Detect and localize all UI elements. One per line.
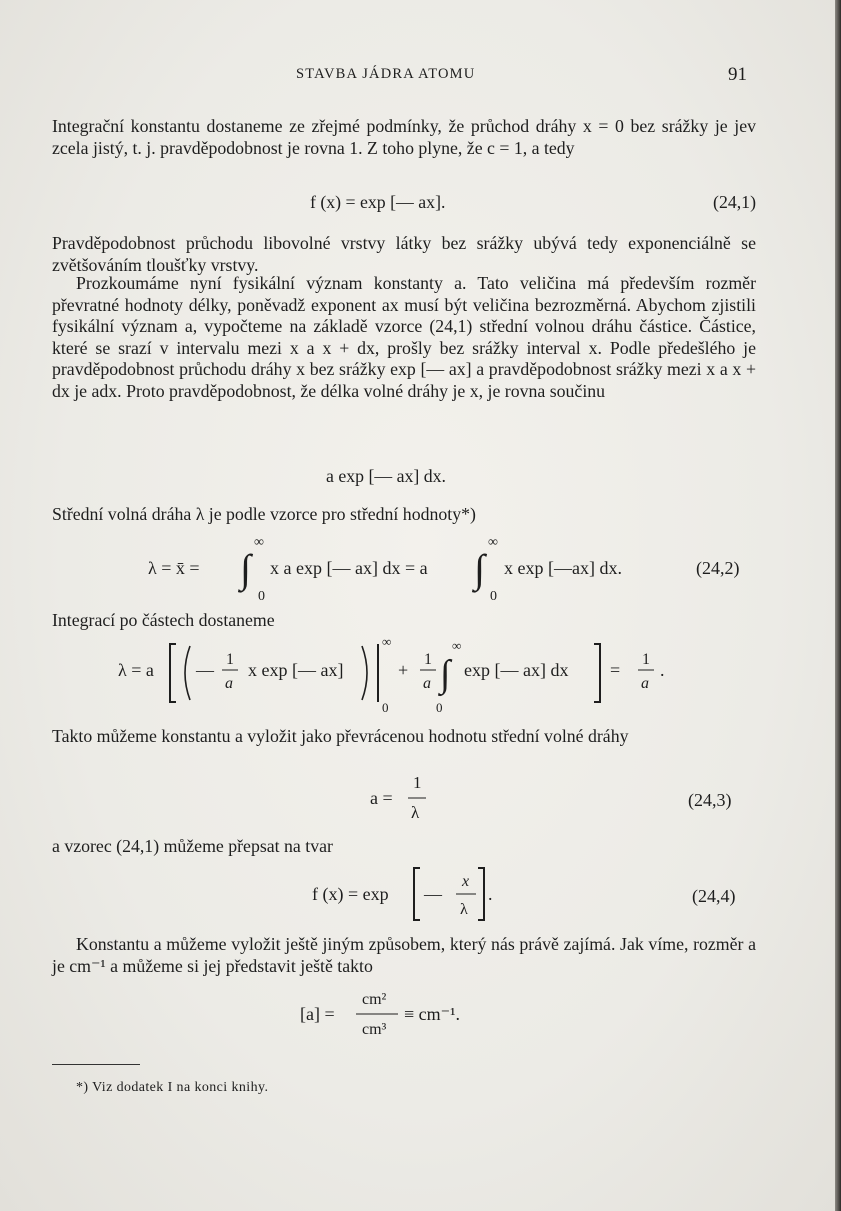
lower-limit: 0 [382, 700, 389, 715]
equation-24-2 [0, 530, 841, 610]
paragraph-other-interpretation: Konstantu a můžeme vyložit ještě jiným způsobem, který nás právě zajímá. Jak víme, rozměr a je cm⁻¹ a můžeme si jej představit ještě takto [52, 934, 756, 976]
equation-24-1 [52, 184, 756, 224]
fraction-denominator: λ [460, 901, 468, 918]
equation-dimension [0, 986, 841, 1042]
fraction-numerator: x [462, 873, 470, 890]
equation-24-4 [0, 862, 841, 926]
equation-lhs: λ = x̄ = [148, 558, 200, 578]
right-bracket [478, 868, 484, 920]
page-header [0, 66, 841, 86]
paragraph-constant-interpretation: Takto můžeme konstantu a vyložit jako převrácenou hodnotu střední volné dráhy [52, 726, 629, 746]
equation-formula: a exp [— ax] dx. [326, 466, 446, 486]
integrand-1: x a exp [— ax] dx = a [270, 558, 428, 578]
fraction-denominator: cm³ [362, 1021, 387, 1038]
equation-lhs: λ = a [118, 660, 154, 680]
left-bracket [170, 644, 176, 702]
fraction-denominator: a [641, 675, 649, 692]
paragraph-mean-free-path: Střední volná dráha λ je podle vzorce pro střední hodnoty*) [52, 504, 476, 524]
running-head: STAVBA JÁDRA ATOMU [296, 66, 476, 82]
paragraph-physical-meaning: Prozkoumáme nyní fysikální význam konstanty a. Tato veličina má především rozměr převratné hodnoty délky, poněvadž exponent ax musí být veličina bezrozměrná. Abychom zjistili fysikální význam a, vypočteme na základě vzorce (24,1) střední volnou dráhu částice. Částice, které se srazí v intervalu mezi x a x + dx, prošly bez srážky interval x. Podle předešlého je pravděpodobnost průchodu dráhy x bez srážky exp [— ax] a pravděpodobnost srážky mezi x a x + dx je adx. Proto pravděpodobnost, že délka volné dráhy je x, je rovna součinu [52, 273, 756, 401]
integrand-2: x exp [—ax] dx. [504, 558, 622, 578]
fraction-numerator: 1 [226, 651, 234, 668]
paragraph-probability-decay: Pravděpodobnost průchodu libovolné vrstvy látky bez srážky ubývá tedy exponenciálně se zvětšováním tloušťky vrstvy. [52, 233, 756, 275]
equation-lhs: [a] = [300, 1004, 335, 1024]
lower-limit: 0 [490, 589, 497, 604]
paragraph-integration-constant: Integrační konstantu dostaneme ze zřejmé podmínky, že průchod dráhy x = 0 bez srážky je jev zcela jistý, t. j. pravděpodobnost je rovna 1. Z toho plyne, že c = 1, a tedy [52, 116, 756, 158]
page-number: 91 [728, 64, 747, 85]
equation-product [52, 458, 756, 498]
upper-limit: ∞ [488, 535, 498, 550]
fraction-denominator: λ [411, 803, 420, 822]
minus-sign: — [196, 660, 214, 680]
paragraph-integration-by-parts: Integrací po částech dostaneme [52, 610, 275, 630]
equation-rhs: ≡ cm⁻¹. [404, 1004, 461, 1024]
left-bracket [414, 868, 420, 920]
period: . [660, 660, 665, 680]
equation-lhs: a = [370, 788, 393, 808]
fraction-numerator: cm² [362, 991, 387, 1008]
equation-number: (24,4) [692, 886, 736, 906]
footnote-rule [52, 1064, 140, 1065]
upper-limit: ∞ [452, 638, 462, 653]
equals-sign: = [610, 660, 621, 680]
equation-number: (24,2) [696, 558, 740, 578]
equation-integration-by-parts [0, 634, 841, 715]
period: . [488, 884, 493, 904]
plus-sign: + [398, 660, 409, 680]
lower-limit: 0 [258, 589, 265, 604]
lower-limit: 0 [436, 700, 443, 715]
left-paren [185, 646, 190, 700]
integral-sign: ∫ [240, 546, 251, 591]
footnote: *) Viz dodatek I na konci knihy. [76, 1080, 269, 1095]
equation-formula: f (x) = exp [— ax]. [310, 192, 446, 212]
fraction-numerator: 1 [413, 773, 422, 792]
equation-number: (24,1) [713, 192, 756, 212]
fraction-numerator: 1 [424, 651, 432, 668]
upper-limit: ∞ [254, 535, 264, 550]
integral-sign: ∫ [474, 546, 485, 591]
paragraph-rewrite: a vzorec (24,1) můžeme přepsat na tvar [52, 836, 333, 856]
equation-24-3 [0, 770, 841, 826]
fraction-numerator: 1 [642, 651, 650, 668]
right-bracket [594, 644, 600, 702]
right-paren [362, 646, 367, 700]
integral-sign: ∫ [440, 653, 451, 695]
equation-number: (24,3) [688, 790, 732, 810]
fraction-denominator: a [423, 675, 431, 692]
equation-lhs: f (x) = exp [312, 884, 389, 904]
fraction-denominator: a [225, 675, 233, 692]
term-1-rest: x exp [— ax] [248, 660, 344, 680]
term-2-rest: exp [— ax] dx [464, 660, 569, 680]
minus-sign: — [424, 884, 442, 904]
upper-limit: ∞ [382, 634, 392, 649]
